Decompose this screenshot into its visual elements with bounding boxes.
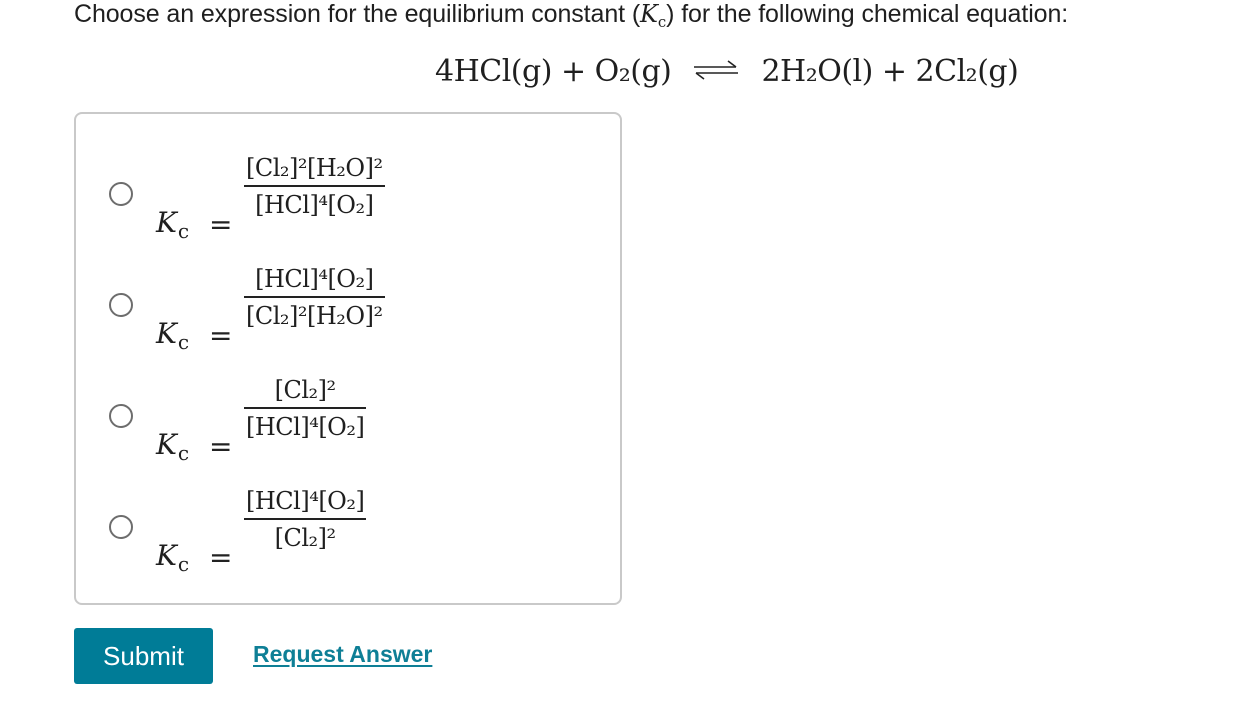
equals-sign: = [209, 208, 233, 241]
fraction-numerator: [HCl]⁴[O₂] [246, 487, 365, 515]
equals-sign: = [209, 319, 233, 352]
answer-option-1[interactable] [76, 144, 620, 244]
radio-button-1[interactable] [109, 182, 133, 206]
fraction-numerator: [HCl]⁴[O₂] [255, 265, 374, 293]
fraction-numerator: [Cl₂]²[H₂O]² [246, 154, 383, 182]
question-prompt [74, 0, 1069, 32]
fraction-denominator: [Cl₂]² [274, 523, 336, 552]
prompt-text-before: Choose an expression for the equilibrium constant ( [74, 0, 641, 28]
answer-option-4[interactable] [76, 477, 620, 577]
kc-fraction [244, 376, 366, 441]
kc-fraction [244, 265, 385, 330]
radio-button-4[interactable] [109, 515, 133, 539]
fraction-numerator: [Cl₂]² [274, 376, 336, 404]
fraction-denominator: [HCl]⁴[O₂] [255, 190, 374, 219]
kc-fraction [244, 487, 366, 552]
kc-label: $K_c$ [156, 317, 190, 354]
fraction-bar [244, 185, 385, 187]
chemical-equation [435, 54, 1018, 89]
prompt-text-after: ) for the following chemical equation: [666, 0, 1069, 28]
fraction-denominator: [Cl₂]²[H₂O]² [246, 301, 383, 330]
prompt-kc: $K_c$ [640, 0, 667, 32]
fraction-bar [244, 296, 385, 298]
equation-reactants: 4HCl(g) + O₂(g) [435, 54, 672, 89]
kc-fraction [244, 154, 385, 219]
fraction-bar [244, 407, 366, 409]
kc-label: $K_c$ [156, 539, 190, 576]
submit-button[interactable]: Submit [74, 628, 213, 684]
equilibrium-arrow-icon [692, 60, 740, 80]
equals-sign: = [209, 430, 233, 463]
equation-products: 2H₂O(l) + 2Cl₂(g) [761, 54, 1019, 89]
answer-options-group [74, 112, 622, 605]
kc-label: $K_c$ [156, 206, 190, 243]
request-answer-link[interactable]: Request Answer [253, 641, 433, 667]
equals-sign: = [209, 541, 233, 574]
answer-option-2[interactable] [76, 255, 620, 355]
fraction-bar [244, 518, 366, 520]
fraction-denominator: [HCl]⁴[O₂] [246, 412, 365, 441]
radio-button-2[interactable] [109, 293, 133, 317]
radio-button-3[interactable] [109, 404, 133, 428]
kc-label: $K_c$ [156, 428, 190, 465]
answer-option-3[interactable] [76, 366, 620, 466]
